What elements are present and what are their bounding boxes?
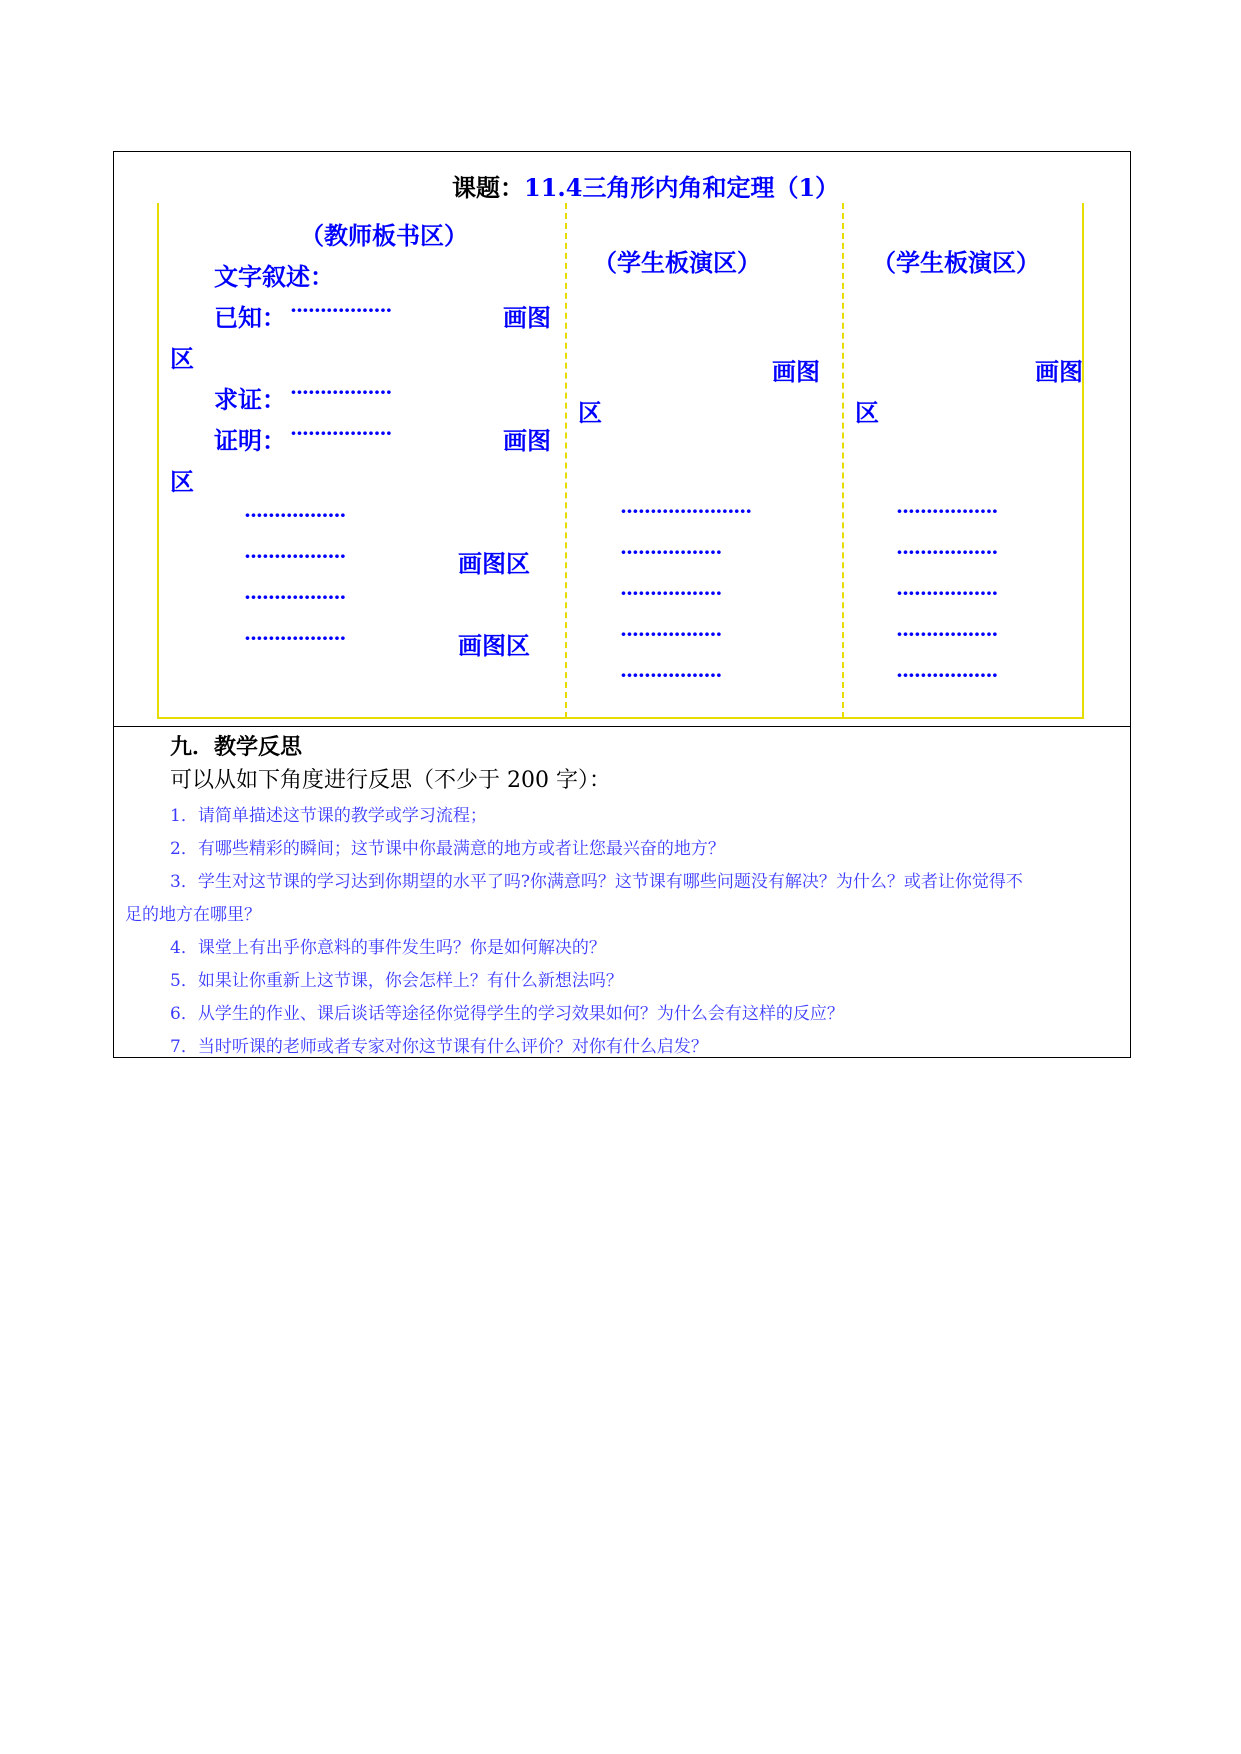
prove-label: 求证： bbox=[214, 385, 286, 414]
reflection-intro: 可以从如下角度进行反思（不少于 200 字）： bbox=[170, 768, 611, 793]
reflection-item: 足的地方在哪里？ bbox=[125, 905, 261, 925]
teacher-dots-line: ················· bbox=[244, 585, 346, 609]
student-2-dots-line: ················· bbox=[896, 581, 998, 605]
reflection-title: 九．教学反思 bbox=[170, 734, 303, 760]
table-divider bbox=[113, 726, 1131, 727]
teacher-dots-line: ················· bbox=[244, 544, 346, 568]
draw-area-label: 画图 bbox=[772, 357, 820, 386]
board-right-border bbox=[1082, 203, 1084, 719]
draw-area-label: 画图 bbox=[503, 426, 551, 455]
student-area-1-heading: （学生板演区） bbox=[593, 248, 761, 277]
draw-area-label: 画图 bbox=[503, 303, 551, 332]
lesson-title-row bbox=[452, 168, 839, 203]
board-left-border bbox=[157, 203, 159, 719]
proof-dots: ················· bbox=[290, 421, 392, 445]
student-2-dots-line: ················· bbox=[896, 663, 998, 687]
draw-area-label: 画图区 bbox=[458, 631, 530, 660]
text-description-label: 文字叙述： bbox=[214, 262, 334, 291]
reflection-item: 5．如果让你重新上这节课，你会怎样上？有什么新想法吗？ bbox=[170, 971, 623, 991]
student-1-dots-line: ················· bbox=[620, 540, 722, 564]
board-divider-1 bbox=[565, 203, 567, 718]
student-2-dots-line: ················· bbox=[896, 622, 998, 646]
lesson-title: 11.4三角形内角和定理（1） bbox=[524, 173, 840, 202]
draw-area-label: 区 bbox=[855, 398, 879, 427]
student-2-dots-line: ················· bbox=[896, 540, 998, 564]
prove-dots: ················· bbox=[290, 380, 392, 404]
board-divider-2 bbox=[842, 203, 844, 718]
student-1-dots-line: ················· bbox=[620, 581, 722, 605]
known-dots: ················· bbox=[290, 298, 392, 322]
reflection-item: 7．当时听课的老师或者专家对你这节课有什么评价？对你有什么启发？ bbox=[170, 1037, 708, 1057]
student-1-dots-line: ················· bbox=[620, 622, 722, 646]
board-bottom-border bbox=[157, 717, 1084, 719]
lesson-label: 课题： bbox=[452, 173, 524, 202]
draw-area-label: 画图 bbox=[1035, 357, 1083, 386]
student-2-dots-line: ················· bbox=[896, 499, 998, 523]
student-1-dots-line: ················· bbox=[620, 663, 722, 687]
draw-area-label: 区 bbox=[578, 398, 602, 427]
reflection-item: 2．有哪些精彩的瞬间；这节课中你最满意的地方或者让您最兴奋的地方？ bbox=[170, 839, 725, 859]
draw-area-label: 区 bbox=[170, 467, 194, 496]
proof-label: 证明： bbox=[214, 426, 286, 455]
draw-area-label: 区 bbox=[170, 344, 194, 373]
reflection-item: 4．课堂上有出乎你意料的事件发生吗？你是如何解决的？ bbox=[170, 938, 606, 958]
teacher-dots-line: ················· bbox=[244, 503, 346, 527]
reflection-item: 1．请简单描述这节课的教学或学习流程； bbox=[170, 806, 487, 826]
teacher-area-heading: （教师板书区） bbox=[300, 221, 468, 250]
student-area-2-heading: （学生板演区） bbox=[872, 248, 1040, 277]
reflection-item: 3．学生对这节课的学习达到你期望的水平了吗?你满意吗？这节课有哪些问题没有解决？为什么？或者让你觉得不 bbox=[170, 872, 1023, 892]
draw-area-label: 画图区 bbox=[458, 549, 530, 578]
student-1-dots-line: ······················ bbox=[620, 499, 752, 523]
teacher-dots-line: ················· bbox=[244, 626, 346, 650]
reflection-item: 6．从学生的作业、课后谈话等途径你觉得学生的学习效果如何？为什么会有这样的反应？ bbox=[170, 1004, 844, 1024]
known-label: 已知： bbox=[214, 303, 286, 332]
